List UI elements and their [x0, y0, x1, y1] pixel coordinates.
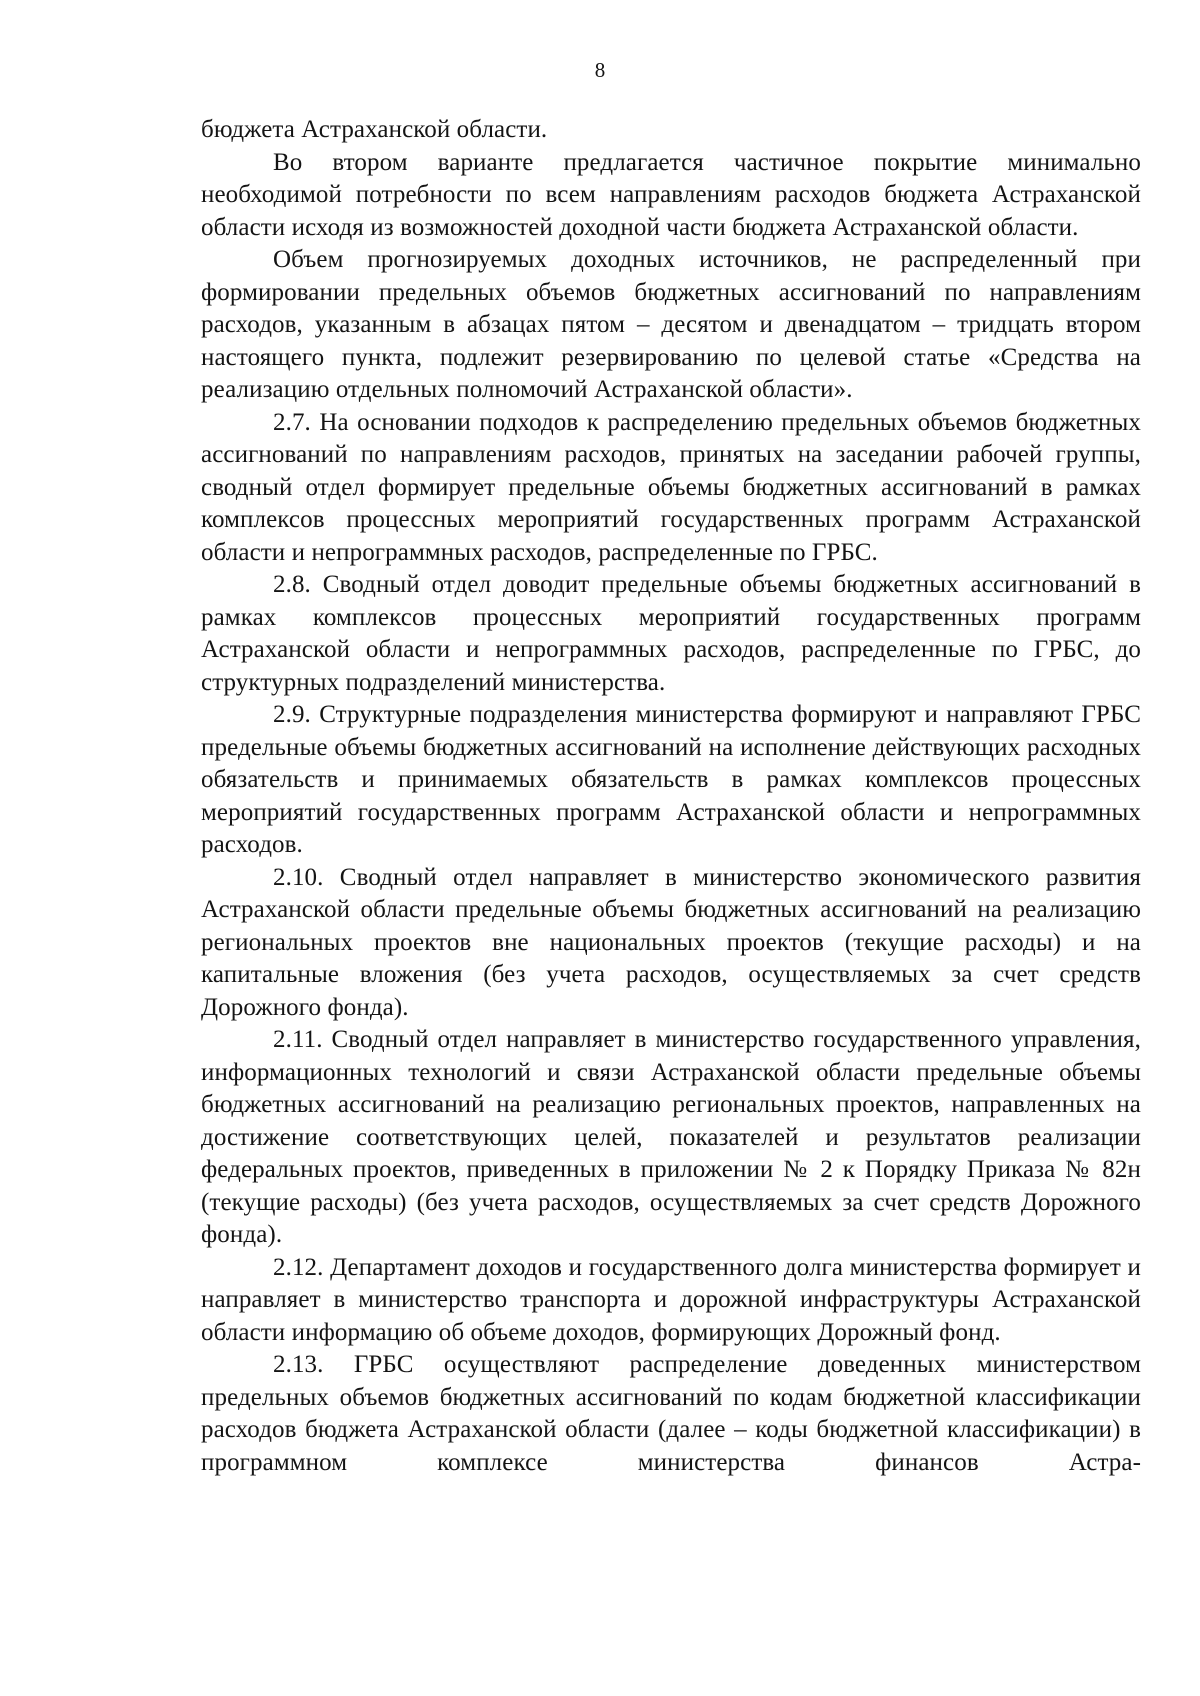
paragraph-2-9: 2.9. Структурные подразделения министерства формируют и направляют ГРБС предельные объемы бюджетных ассигнований на исполнение действующих расходных обязательств и принимаемых обязательств в рамках комплексов процессных мероприятий государственных программ Астраханской области и непрограммных расходов. [201, 701, 1141, 858]
paragraph-2-7: 2.7. На основании подходов к распределению предельных объемов бюджетных ассигнований по направлениям расходов, принятых на заседании рабочей группы, сводный отдел формирует предельные объемы бюджетных ассигнований в рамках комплексов процессных мероприятий государственных программ Астраханской области и непрограммных расходов, распределенные по ГРБС. [201, 408, 1141, 566]
page-number: 8 [594, 58, 606, 82]
paragraph-continuation: бюджета Астраханской области. [201, 116, 548, 143]
paragraph-2-12: 2.12. Департамент доходов и государственного долга министерства формирует и направляет в министерство транспорта и дорожной инфраструктуры Астраханской области информацию об объеме доходов, формирующих Дорожный фонд. [201, 1253, 1141, 1346]
paragraph-2-13: 2.13. ГРБС осуществляют распределение доведенных министерством предельных объемов бюджетных ассигнований по кодам бюджетной классификации расходов бюджета Астраханской области (далее – коды бюджетной классификации) в программном комплексе министерства финансов Астра- [201, 1351, 1141, 1476]
paragraph-2-10: 2.10. Сводный отдел направляет в министерство экономического развития Астраханской области предельные объемы бюджетных ассигнований на реализацию региональных проектов вне национальных проектов (текущие расходы) и на капитальные вложения (без учета расходов, осуществляемых за счет средств Дорожного фонда). [201, 863, 1141, 1021]
paragraph-unallocated-revenue: Объем прогнозируемых доходных источников, не распределенный при формировании предельных объемов бюджетных ассигнований по направлениям расходов, указанным в абзацах пятом – десятом и двенадцатом – тридцать втором настоящего пункта, подлежит резервированию по целевой статье «Средства на реализацию отдельных полномочий Астраханской области». [201, 246, 1141, 403]
document-body [201, 114, 1141, 1479]
paragraph-2-8: 2.8. Сводный отдел доводит предельные объемы бюджетных ассигнований в рамках комплексов процессных мероприятий государственных программ Астраханской области и непрограммных расходов, распределенные по ГРБС, до структурных подразделений министерства. [201, 571, 1141, 696]
paragraph-2-11: 2.11. Сводный отдел направляет в министерство государственного управления, информационных технологий и связи Астраханской области предельные объемы бюджетных ассигнований на реализацию региональных проектов, направленных на достижение соответствующих целей, показателей и результатов реализации федеральных проектов, приведенных в приложении № 2 к Порядку Приказа № 82н (текущие расходы) (без учета расходов, осуществляемых за счет средств Дорожного фонда). [201, 1026, 1141, 1248]
paragraph-second-variant: Во втором варианте предлагается частичное покрытие минимально необходимой потребности по всем направлениям расходов бюджета Астраханской области исходя из возможностей доходной части бюджета Астраханской области. [201, 148, 1141, 241]
